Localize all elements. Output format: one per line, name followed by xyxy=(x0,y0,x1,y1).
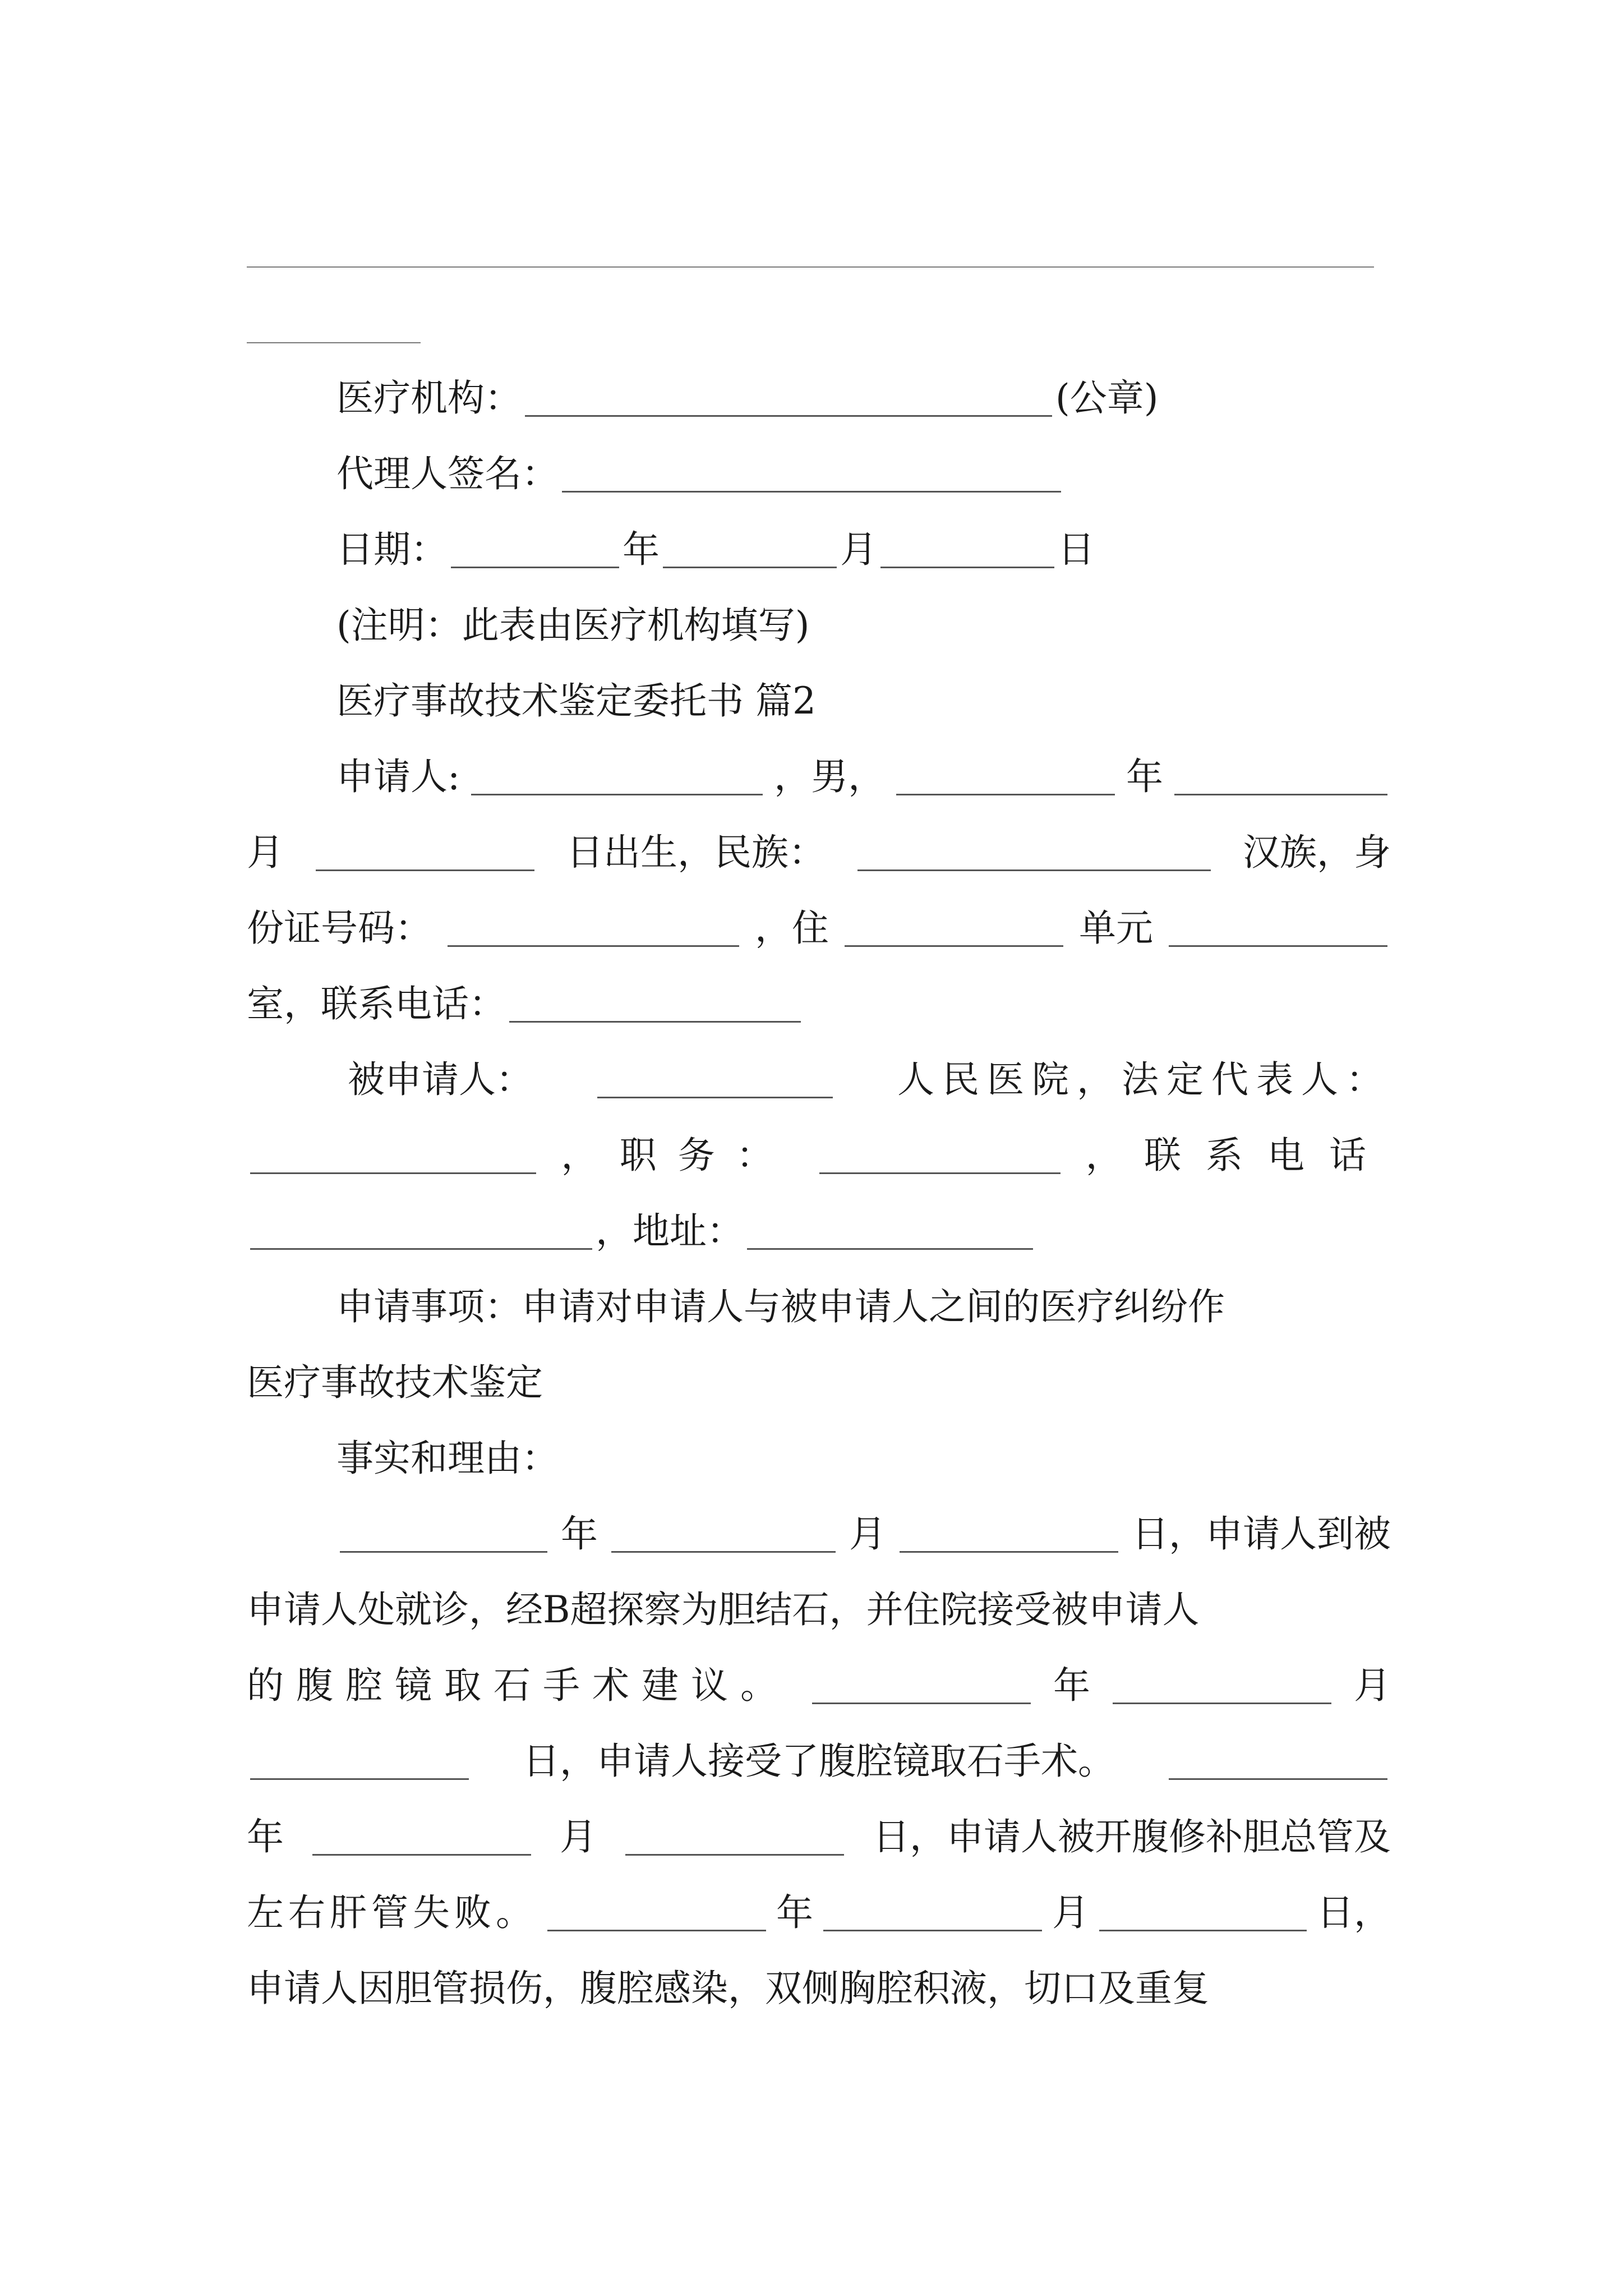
facts-month-blank-3[interactable] xyxy=(312,1854,531,1856)
year-label: 年 xyxy=(247,1815,284,1858)
facts-text-1: 日，申请人到被 xyxy=(1132,1512,1391,1556)
birth-day-blank[interactable] xyxy=(316,869,534,871)
birth-month-blank-start[interactable] xyxy=(1174,794,1387,795)
facts-line-2 xyxy=(247,1579,1391,1641)
applicant-name-blank[interactable] xyxy=(471,794,763,795)
institution-line xyxy=(336,367,1391,429)
legal-rep-blank[interactable] xyxy=(250,1172,536,1174)
respondent-line-3 xyxy=(247,1200,1391,1262)
respondent-line-2 xyxy=(247,1125,1391,1186)
date-line xyxy=(336,519,1391,581)
hospital-name-blank[interactable] xyxy=(597,1097,833,1098)
institution-label: 医疗机构： xyxy=(336,376,522,420)
address-label: ，地址： xyxy=(596,1209,744,1253)
agent-signature-blank[interactable] xyxy=(562,491,1061,493)
ethnic-blank[interactable] xyxy=(857,869,1211,871)
fill-note: (注明：此表由医疗机构填写) xyxy=(336,604,810,647)
facts-day-blank-3[interactable] xyxy=(625,1854,844,1856)
applicant-line-3 xyxy=(247,898,1391,959)
year-label: 年 xyxy=(776,1891,813,1934)
top-rule xyxy=(247,266,1374,268)
comma: ， xyxy=(561,1134,598,1177)
applicant-line-2 xyxy=(247,822,1391,884)
facts-line-5 xyxy=(247,1806,1391,1868)
facts-day-blank-4[interactable] xyxy=(1099,1930,1307,1931)
facts-line-4 xyxy=(247,1731,1391,1792)
facts-year-blank-4[interactable] xyxy=(547,1930,766,1931)
id-label: 份证号码： xyxy=(247,907,432,950)
date-label: 日期： xyxy=(336,528,448,571)
facts-title: 事实和理由： xyxy=(336,1437,559,1480)
matters-text-cont: 医疗事故技术鉴定 xyxy=(247,1361,543,1404)
facts-month-blank-1[interactable] xyxy=(611,1551,836,1553)
respondent-address-blank[interactable] xyxy=(747,1248,1033,1250)
year-label: 年 xyxy=(561,1512,598,1556)
heading-line xyxy=(336,670,1391,732)
facts-day-blank-2[interactable] xyxy=(250,1778,469,1780)
ethnic-text: 汉族，身 xyxy=(1243,831,1391,874)
year-label: 年 xyxy=(623,528,660,571)
facts-text-6: 左右肝管失败。 xyxy=(247,1891,537,1934)
respondent-label: 被申请人： xyxy=(348,1058,533,1101)
born-ethnic-label: 日出生，民族： xyxy=(566,831,826,874)
year-label: 年 xyxy=(1053,1664,1090,1707)
agent-line xyxy=(336,443,1391,505)
facts-title-line xyxy=(336,1428,1391,1489)
facts-line-6 xyxy=(247,1882,1391,1944)
year-label: 年 xyxy=(1126,755,1163,798)
respondent-phone-label: 联系电话 xyxy=(1144,1134,1391,1177)
note-line xyxy=(336,595,1391,656)
top-rule-short xyxy=(247,342,421,343)
role-blank[interactable] xyxy=(819,1172,1061,1174)
room-blank[interactable] xyxy=(1169,945,1387,947)
facts-day-blank-1[interactable] xyxy=(900,1551,1118,1553)
address-blank[interactable] xyxy=(845,945,1063,947)
facts-year-blank-3[interactable] xyxy=(1169,1778,1387,1780)
room-phone-label: 室，联系电话： xyxy=(247,982,506,1025)
month-label: 月 xyxy=(1354,1664,1391,1707)
institution-blank[interactable] xyxy=(525,415,1052,417)
facts-text-7: 申请人因胆管损伤，腹腔感染，双侧胸腔积液，切口及重复 xyxy=(247,1967,1209,2010)
facts-line-3 xyxy=(247,1655,1391,1717)
applicant-line-1 xyxy=(336,746,1391,808)
respondent-line-1 xyxy=(348,1049,1391,1111)
facts-text-3: 的腹腔镜取石手术建议。 xyxy=(247,1664,790,1707)
facts-year-blank-2[interactable] xyxy=(812,1703,1031,1704)
applicant-phone-blank[interactable] xyxy=(509,1021,801,1023)
applicant-label: 申请人: xyxy=(336,755,460,798)
month-label: 月 xyxy=(560,1815,597,1858)
day-label: 日， xyxy=(1317,1891,1391,1934)
id-number-blank[interactable] xyxy=(448,945,739,947)
matters-line-1 xyxy=(336,1276,1391,1338)
month-label: 月 xyxy=(247,831,284,874)
hospital-label: 人民医院，法定代表人： xyxy=(897,1058,1391,1101)
date-year-blank[interactable] xyxy=(451,567,619,568)
facts-line-1 xyxy=(336,1503,1391,1565)
live-label: ，住 xyxy=(755,907,829,950)
month-label: 月 xyxy=(849,1512,886,1556)
birth-year-blank[interactable] xyxy=(896,794,1115,795)
facts-line-7 xyxy=(247,1958,1391,2019)
month-label: 月 xyxy=(1052,1891,1089,1934)
facts-text-2: 申请人处就诊，经B超探察为胆结石，并住院接受被申请人 xyxy=(247,1588,1200,1631)
applicant-sex: ，男， xyxy=(774,755,886,798)
matters-text: 申请事项：申请对申请人与被申请人之间的医疗纠纷作 xyxy=(336,1285,1225,1328)
seal-label: (公章) xyxy=(1055,376,1159,420)
date-month-blank[interactable] xyxy=(663,567,837,568)
facts-text-4: 日，申请人接受了腹腔镜取石手术。 xyxy=(523,1740,1115,1783)
day-label: 日 xyxy=(1058,528,1095,571)
unit-label: 单元 xyxy=(1079,907,1153,950)
date-day-blank[interactable] xyxy=(880,567,1054,568)
facts-month-blank-4[interactable] xyxy=(823,1930,1042,1931)
facts-month-blank-2[interactable] xyxy=(1113,1703,1331,1704)
facts-text-5: 日，申请人被开腹修补胆总管及 xyxy=(873,1815,1391,1858)
respondent-phone-blank[interactable] xyxy=(250,1248,592,1250)
section-heading: 医疗事故技术鉴定委托书 篇2 xyxy=(336,679,816,723)
facts-year-blank-1[interactable] xyxy=(340,1551,547,1553)
matters-line-2 xyxy=(247,1352,1391,1414)
role-label: 职务： xyxy=(619,1134,795,1177)
applicant-line-4 xyxy=(247,973,1391,1035)
agent-label: 代理人签名： xyxy=(336,452,559,495)
month-label: 月 xyxy=(840,528,877,571)
comma: ， xyxy=(1085,1134,1123,1177)
